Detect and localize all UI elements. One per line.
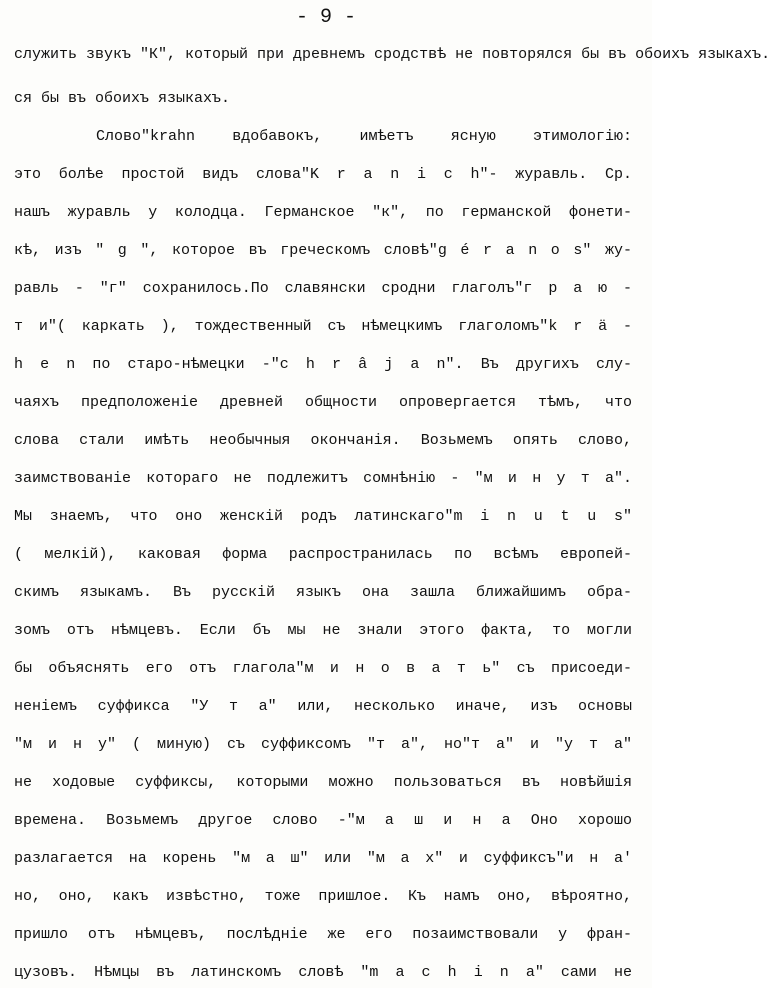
text-line: ся бы въ обоихъ языкахъ.	[14, 90, 231, 107]
text-line: не ходовые суффиксы, которыми можно пользоваться въ новѣйшія	[14, 774, 632, 791]
text-line: чаяхъ предположеніе древней общности опровергается тѣмъ, что	[14, 394, 632, 411]
text-line: бы объяснять его отъ глагола"м и н о в а т ь" съ присоеди-	[14, 660, 632, 677]
text-line: но, оно, какъ извѣстно, тоже пришлое. Къ намъ оно, вѣроятно,	[14, 888, 632, 905]
text-line: скимъ языкамъ. Въ русскій языкъ она зашла ближайшимъ обра-	[14, 584, 632, 601]
text-line: это болѣе простой видъ слова"K r a n i c h"- журавль. Ср.	[14, 166, 632, 183]
text-line: пришло отъ нѣмцевъ, послѣдніе же его позаимствовали у фран-	[14, 926, 632, 943]
text-line: служить звукъ "К", который при древнемъ сродствѣ не повторялся бы въ обоихъ языкахъ.	[14, 46, 770, 63]
text-line: кѣ, изъ " g ", которое въ греческомъ словѣ"g é r a n o s" жу-	[14, 242, 632, 259]
text-line: цузовъ. Нѣмцы въ латинскомъ словѣ "m a c h i n a" сами не	[14, 964, 632, 981]
text-line: времена. Возьмемъ другое слово -"м а ш и н а Оно хорошо	[14, 812, 632, 829]
text-line: равль - "г" сохранилось.По славянски сродни глаголъ"г р а ю -	[14, 280, 632, 297]
text-line: Мы знаемъ, что оно женскій родъ латинскаго"m i n u t u s"	[14, 508, 632, 525]
text-line: неніемъ суффикса "У т а" или, несколько иначе, изъ основы	[14, 698, 632, 715]
text-line: т и"( каркать ), тождественный съ нѣмецкимъ глаголомъ"k r ä -	[14, 318, 632, 335]
text-line: ( мелкій), каковая форма распространилась по всѣмъ европей-	[14, 546, 632, 563]
text-line: заимствованіе котораго не подлежитъ сомнѣнію - "м и н у т а".	[14, 470, 632, 487]
text-line: нашъ журавль у колодца. Германское "к", по германской фонети-	[14, 204, 632, 221]
text-line: зомъ отъ нѣмцевъ. Если бъ мы не знали этого факта, то могли	[14, 622, 632, 639]
text-line: h e n по старо-нѣмецки -"c h r â j a n". Въ другихъ слу-	[14, 356, 632, 373]
text-line: Слово"krahn вдобавокъ, имѣетъ ясную этимологію:	[96, 128, 632, 145]
page-number: - 9 -	[295, 6, 356, 29]
text-line: "м и н у" ( миную) съ суффиксомъ "т а", но"т а" и "у т а"	[14, 736, 632, 753]
text-line: слова стали имѣть необычныя окончанія. Возьмемъ опять слово,	[14, 432, 632, 449]
text-line: разлагается на корень "м а ш" или "м а х" и суффиксъ"и н а'	[14, 850, 632, 867]
